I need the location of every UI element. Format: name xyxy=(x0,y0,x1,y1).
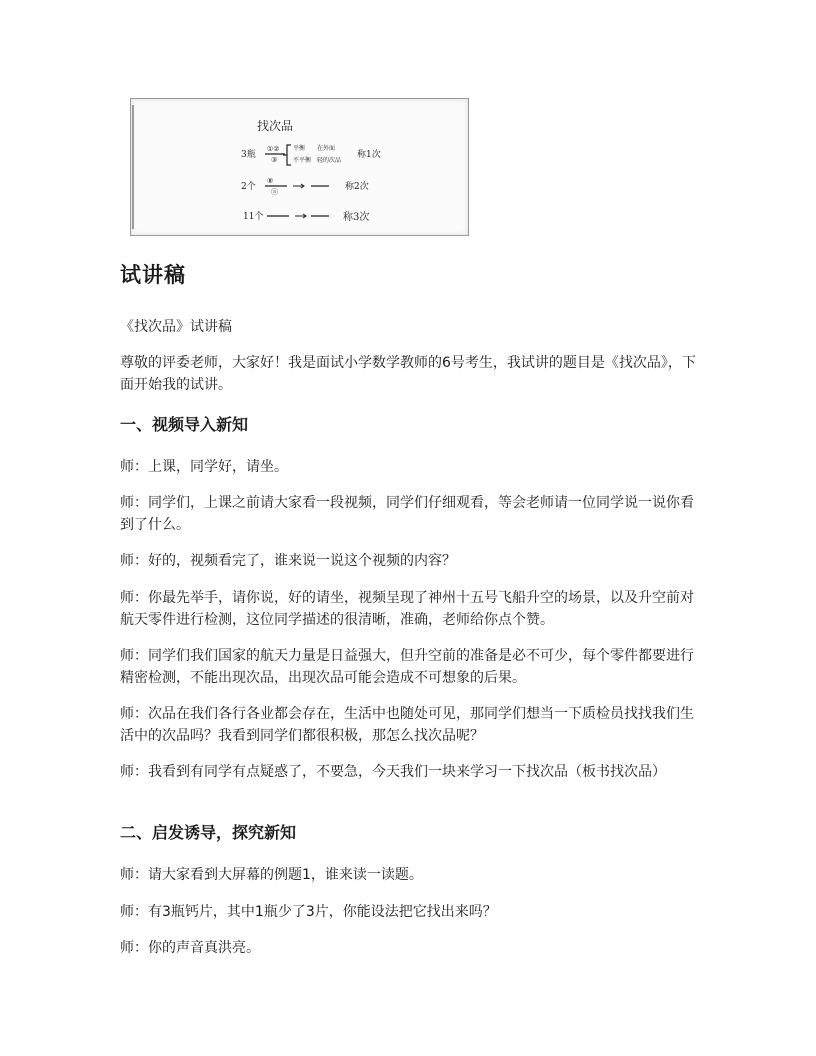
paragraph-s1-5: 师：同学们我们国家的航天力量是日益强大，但升空前的准备是必不可少，每个零件都要进行精密检测，不能出现次品，出现次品可能会造成不可想象的后果。 xyxy=(120,648,694,686)
board-row3-result: 称3次 xyxy=(343,212,370,223)
paragraph-s1-7: 师：我看到有同学有点疑惑了，不要急，今天我们一块来学习一下找次品（板书找次品） xyxy=(120,764,666,780)
paragraph-s2-1: 师：请大家看到大屏幕的例题1，谁来读一读题。 xyxy=(120,867,423,883)
row1-branch-a: 平衡 xyxy=(293,145,306,152)
paragraph-s2-2: 师：有3瓶钙片，其中1瓶少了3片，你能设法把它找出来吗？ xyxy=(120,904,497,920)
document-title: 试讲稿 xyxy=(120,263,186,287)
section-heading-2: 二、启发诱导，探究新知 xyxy=(120,823,297,842)
section-heading-1: 一、视频导入新知 xyxy=(120,415,249,434)
board-sketch xyxy=(131,99,468,235)
paragraph-s1-1: 师：上课，同学好，请坐。 xyxy=(120,459,288,475)
paragraph-s1-4: 师：你最先举手，请你说，好的请坐，视频呈现了神州十五号飞船升空的场景，以及升空前对航天零件进行检测，这位同学描述的很清晰，准确，老师给你点个赞。 xyxy=(120,590,694,628)
board-row1-label: 3瓶 xyxy=(241,150,256,160)
board-row2-label: 2个 xyxy=(241,182,256,192)
row1-fraction-bottom: ③ xyxy=(271,156,278,164)
paragraph-s2-3: 师：你的声音真洪亮。 xyxy=(120,940,260,956)
paragraph-s1-6: 师：次品在我们各行各业都会存在，生活中也随处可见，那同学们想当一下质检员找找我们生活中的次品吗？我看到同学们都很积极，那怎么找次品呢？ xyxy=(120,706,694,744)
row2-fraction-top: ⑧ xyxy=(267,177,274,185)
board-title: 找次品 xyxy=(257,119,294,133)
row1-fraction-top: ①② xyxy=(267,145,280,153)
board-row3-label: 11个 xyxy=(243,212,264,222)
intro-paragraph: 尊敬的评委老师，大家好！我是面试小学数学教师的6号考生，我试讲的题目是《找次品》，下面开始我的试讲。 xyxy=(120,355,696,393)
row1-branch-b: 不平衡 xyxy=(293,157,312,164)
row2-fraction-bottom: ⓐ xyxy=(271,188,278,196)
row1-note-b: 轻的次品 xyxy=(317,157,342,164)
row1-brace xyxy=(283,145,291,165)
paragraph-s1-3: 师：好的，视频看完了，谁来说一说这个视频的内容？ xyxy=(120,553,456,569)
paragraph-s1-2: 师：同学们，上课之前请大家看一段视频，同学们仔细观看，等会老师请一位同学说一说你看到了什么。 xyxy=(120,495,694,533)
board-row2-result: 称2次 xyxy=(345,182,369,192)
board-row1-result: 称1次 xyxy=(357,150,381,160)
board-photo xyxy=(130,98,469,236)
row1-note-a: 在外面 xyxy=(317,145,336,152)
document-subtitle: 《找次品》试讲稿 xyxy=(120,319,232,335)
